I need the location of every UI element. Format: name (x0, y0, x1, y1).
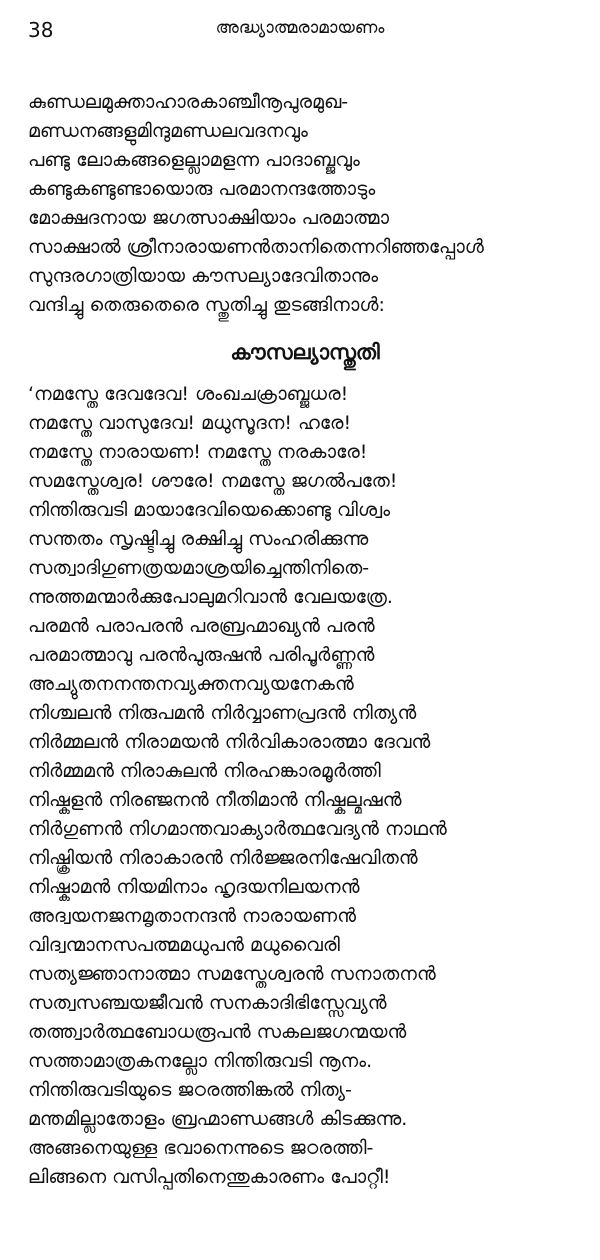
verse-line: അദ്വയനജനമൃതാനന്ദൻ നാരായണൻ (28, 905, 357, 927)
verse-line: കണ്ടുകണ്ടുണ്ടായൊരു പരമാനന്ദത്തോടും (28, 178, 376, 200)
verse-line: നിർഗുണൻ നിഗമാന്തവാക്യാർത്ഥവേദ്യൻ നാഥൻ (28, 818, 447, 840)
verse-line: നിന്തിരുവടിയുടെ ജഠരത്തിങ്കൽ നിത്യ- (28, 1079, 352, 1101)
verse-line: പണ്ടു ലോകങ്ങളെല്ലാമളന്ന പാദാബ്ജവും (28, 149, 360, 171)
verse-line: സത്വാദിഗുണത്രയമാശ്രയിച്ചെന്തിനിതെ- (28, 557, 370, 579)
verse-line: സത്താമാത്രകനല്ലോ നിന്തിരുവടി നൂനം. (28, 1050, 373, 1072)
verse-line: സാക്ഷാൽ ശ്രീനാരായണൻതാനിതെന്നറിഞ്ഞപ്പോൾ (28, 236, 484, 258)
verse-line: പരമൻ പരാപരൻ പരബ്രഹ്മാഖ്യൻ പരൻ (28, 615, 375, 637)
verse-line: അച്യുതനനന്തനവ്യക്തനവ്യയനേകൻ (28, 673, 354, 695)
running-title: അദ്ധ്യാത്മരാമായണം (215, 18, 385, 38)
verse-line: നിർമ്മമൻ നിരാകുലൻ നിരഹങ്കാരമൂർത്തി (28, 760, 381, 782)
verse-line: മോക്ഷദനായ ജഗത്സാക്ഷിയാം പരമാത്മാ (28, 207, 390, 229)
verse-line: നിഷ്ക്രിയൻ നിരാകാരൻ നിർജ്ജരനിഷേവിതൻ (28, 847, 418, 869)
verse-line: നിർമ്മലൻ നിരാമയൻ നിർവികാരാത്മാ ദേവൻ (28, 731, 431, 753)
verse-line: ലിങ്ങനെ വസിപ്പതിനെന്തുകാരണം പോറ്റീ! (28, 1166, 391, 1188)
verse-line: സത്വസഞ്ചയജീവൻ സനകാദിഭിസ്സേവ്യൻ (28, 992, 387, 1014)
verse-line: കുണ്ഡലമുക്താഹാരകാഞ്ചീനൂപുരമുഖ- (28, 91, 349, 113)
verse-line: സന്തതം സൃഷ്ടിച്ചു രക്ഷിച്ചു സംഹരിക്കുന്നു (28, 528, 369, 550)
verse-line: സുന്ദരഗാത്രിയായ കൗസല്യാദേവിതാനും (28, 265, 379, 287)
verse-line: സമസ്തേശ്വര! ശൗരേ! നമസ്തേ ജഗൽപതേ! (28, 470, 398, 492)
verse-line: നമസ്തേ വാസുദേവ! മധുസൂദന! ഹരേ! (28, 412, 352, 434)
verse-line: നമസ്തേ നാരായണ! നമസ്തേ നരകാരേ! (28, 441, 368, 463)
verse-line: പരമാത്മാവു പരൻപുരുഷൻ പരിപൂർണ്ണൻ (28, 644, 375, 666)
verse-line: മണ്ഡനങ്ങളുമിന്ദുമണ്ഡലവദനവും (28, 120, 308, 142)
hymn-verses (28, 380, 586, 1192)
verse-line: മന്തമില്ലാതോളം ബ്രഹ്മാണ്ഡങ്ങൾ കിടക്കുന്നു. (28, 1108, 408, 1130)
verse-line: നിഷ്കാമൻ നിയമിനാം ഹൃദയനിലയനൻ (28, 876, 360, 898)
verse-line: നിഷ്കളൻ നിരഞ്ജനൻ നീതിമാൻ നിഷ്കല്മഷൻ (28, 789, 402, 811)
verse-line: തത്ത്വാർത്ഥബോധരൂപൻ സകലജഗന്മയൻ (28, 1021, 407, 1043)
verse-line: നിന്തിരുവടി മായാദേവിയെക്കൊണ്ടു വിശ്വം (28, 499, 391, 521)
intro-verses (28, 88, 586, 320)
verse-line: ‘നമസ്തേ ദേവദേവ! ശംഖചക്രാബ്ജധര! (28, 383, 349, 405)
verse-line: സത്യജ്ഞാനാത്മാ സമസ്തേശ്വരൻ സനാതനൻ (28, 963, 436, 985)
verse-line: വന്ദിച്ചു തെരുതെരെ സ്തുതിച്ചു തുടങ്ങിനാൾ: (28, 294, 385, 316)
verse-line: അങ്ങനെയുള്ള ഭവാനെന്നുടെ ജഠരത്തി- (28, 1137, 374, 1159)
page-number: 38 (28, 18, 54, 42)
verse-line: വിദ്വന്മാനസപത്മമധുപൻ മധുവൈരി (28, 934, 340, 956)
page-header (28, 14, 572, 48)
section-heading: കൗസല്യാസ്തുതി (230, 340, 380, 364)
verse-line: നിശ്ചലൻ നിരുപമൻ നിർവ്വാണപ്രദൻ നിത്യൻ (28, 702, 417, 724)
verse-line: ന്നുത്തമന്മാർക്കുപോലുമറിവാൻ വേലയത്രേ. (28, 586, 393, 608)
